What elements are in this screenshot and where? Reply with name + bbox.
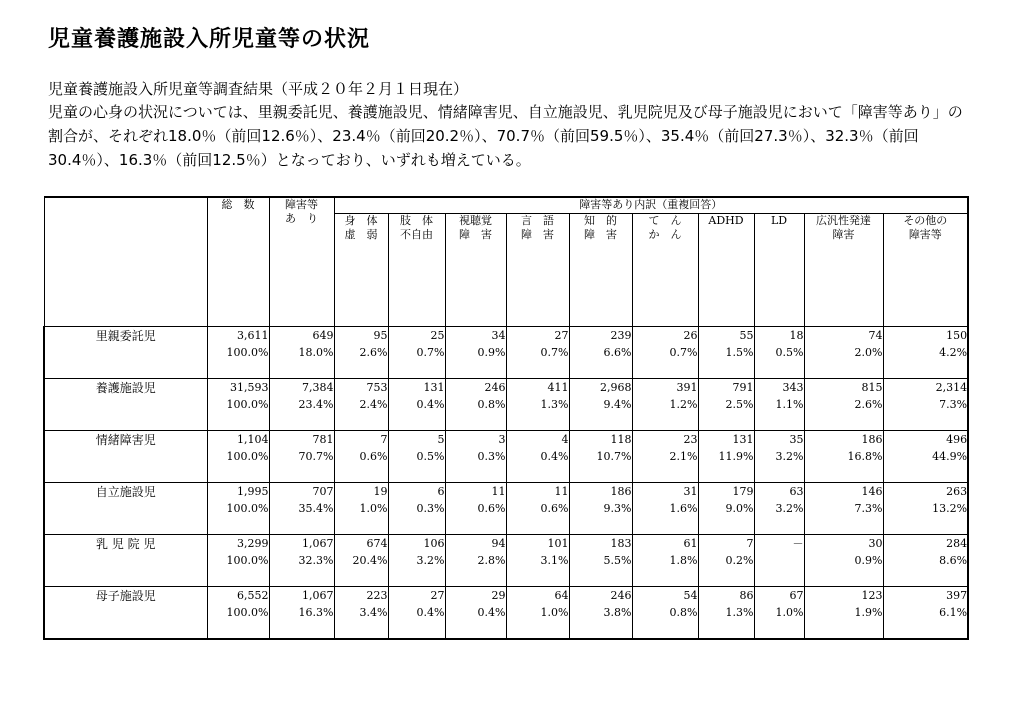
cell-percent: 0.9%	[854, 554, 883, 568]
cell-percent: 0.6%	[477, 501, 506, 515]
header-total: 総 数	[207, 197, 269, 326]
data-cell	[445, 482, 506, 534]
sub-header-8: 広汎性発達 障害	[804, 213, 883, 326]
data-cell	[754, 587, 804, 639]
cell-count: 55	[739, 328, 754, 342]
cell-percent: 1.9%	[854, 606, 883, 620]
data-cell	[569, 430, 632, 482]
data-cell	[804, 482, 883, 534]
cell-count: 101	[547, 537, 569, 551]
data-cell	[334, 587, 388, 639]
total-percent: 100.0%	[226, 501, 269, 515]
cell-percent: 1.5%	[725, 345, 754, 359]
cell-count: 2,968	[600, 380, 632, 394]
data-cell	[506, 587, 569, 639]
cell-count: 674	[366, 537, 388, 551]
cell-percent: 2.6%	[359, 345, 388, 359]
cell-count: 19	[373, 484, 388, 498]
row-label: 情緒障害児	[44, 430, 207, 482]
cell-count: －	[792, 537, 804, 551]
cell-count: 86	[739, 589, 754, 603]
cell-count: 183	[610, 537, 632, 551]
data-cell	[388, 430, 445, 482]
data-cell	[632, 535, 698, 587]
total-percent: 100.0%	[226, 397, 269, 411]
data-cell	[269, 482, 334, 534]
cell-count: 118	[610, 432, 632, 446]
table-row	[44, 482, 968, 534]
data-cell	[698, 587, 754, 639]
total-cell	[207, 482, 269, 534]
data-cell	[632, 430, 698, 482]
total-cell	[207, 378, 269, 430]
data-cell	[445, 378, 506, 430]
cell-count: 27	[554, 328, 569, 342]
cell-count: 186	[861, 432, 883, 446]
data-cell	[445, 587, 506, 639]
cell-count: 781	[312, 432, 334, 446]
cell-percent: 0.8%	[669, 606, 698, 620]
cell-count: 31	[683, 484, 698, 498]
cell-percent: 0.3%	[416, 501, 445, 515]
cell-percent: 6.6%	[603, 345, 632, 359]
row-label: 養護施設児	[44, 378, 207, 430]
cell-percent: 0.6%	[540, 501, 569, 515]
cell-count: 496	[946, 432, 968, 446]
header-breakdown-group: 障害等あり内訳（重複回答）	[334, 197, 968, 213]
cell-percent	[755, 552, 804, 569]
data-cell	[804, 378, 883, 430]
data-cell	[804, 587, 883, 639]
data-cell	[334, 535, 388, 587]
cell-count: 11	[554, 484, 569, 498]
data-cell	[804, 326, 883, 378]
row-label: 里親委託児	[44, 326, 207, 378]
page-title: 児童養護施設入所児童等の状況	[48, 27, 371, 52]
cell-percent: 0.4%	[416, 397, 445, 411]
cell-percent: 3.2%	[775, 501, 804, 515]
data-cell	[804, 535, 883, 587]
data-cell	[569, 378, 632, 430]
cell-percent: 7.3%	[854, 501, 883, 515]
data-cell	[632, 482, 698, 534]
cell-percent: 0.7%	[669, 345, 698, 359]
sub-header-7: LD	[754, 213, 804, 326]
cell-percent: 1.3%	[540, 397, 569, 411]
cell-percent: 11.9%	[718, 449, 754, 463]
cell-percent: 1.0%	[775, 606, 804, 620]
cell-count: 1,067	[302, 537, 334, 551]
cell-percent: 5.5%	[603, 554, 632, 568]
cell-percent: 7.3%	[939, 397, 968, 411]
cell-count: 67	[789, 589, 804, 603]
cell-percent: 3.4%	[359, 606, 388, 620]
cell-percent: 1.8%	[669, 554, 698, 568]
cell-count: 246	[484, 380, 506, 394]
cell-count: 791	[732, 380, 754, 394]
cell-percent: 0.7%	[540, 345, 569, 359]
data-cell	[445, 326, 506, 378]
cell-percent: 3.2%	[416, 554, 445, 568]
cell-count: 95	[373, 328, 388, 342]
total-count: 1,104	[237, 432, 269, 446]
cell-count: 27	[430, 589, 445, 603]
data-cell	[388, 587, 445, 639]
cell-percent: 0.5%	[416, 449, 445, 463]
sub-header-4: 知 的 障 害	[569, 213, 632, 326]
data-cell	[388, 326, 445, 378]
table-row	[44, 587, 968, 639]
data-cell	[506, 378, 569, 430]
cell-percent: 1.3%	[725, 606, 754, 620]
cell-percent: 0.8%	[477, 397, 506, 411]
data-cell	[269, 535, 334, 587]
data-cell	[569, 535, 632, 587]
cell-percent: 0.2%	[725, 554, 754, 568]
sub-header-2: 視聴覚 障 害	[445, 213, 506, 326]
data-cell	[698, 482, 754, 534]
total-count: 1,995	[237, 484, 269, 498]
sub-header-0: 身 体 虚 弱	[334, 213, 388, 326]
data-cell	[388, 378, 445, 430]
cell-count: 707	[312, 484, 334, 498]
cell-percent: 6.1%	[939, 606, 968, 620]
data-cell	[632, 326, 698, 378]
cell-count: 343	[782, 380, 804, 394]
data-cell	[334, 326, 388, 378]
data-cell	[754, 482, 804, 534]
cell-count: 6	[437, 484, 445, 498]
data-cell	[388, 535, 445, 587]
data-cell	[269, 430, 334, 482]
total-cell	[207, 326, 269, 378]
data-cell	[883, 378, 968, 430]
total-cell	[207, 535, 269, 587]
table-row	[44, 326, 968, 378]
data-cell	[334, 482, 388, 534]
data-cell	[754, 430, 804, 482]
total-cell	[207, 587, 269, 639]
cell-count: 61	[683, 537, 698, 551]
table-row	[44, 378, 968, 430]
cell-count: 753	[366, 380, 388, 394]
data-cell	[569, 326, 632, 378]
cell-count: 5	[437, 432, 445, 446]
cell-count: 7,384	[302, 380, 334, 394]
cell-count: 34	[491, 328, 506, 342]
data-cell	[506, 326, 569, 378]
cell-count: 30	[868, 537, 883, 551]
cell-count: 25	[430, 328, 445, 342]
cell-count: 11	[491, 484, 506, 498]
cell-count: 3	[498, 432, 506, 446]
cell-count: 74	[868, 328, 883, 342]
total-count: 6,552	[237, 589, 269, 603]
cell-count: 649	[312, 328, 334, 342]
cell-percent: 18.0%	[298, 345, 334, 359]
data-cell	[883, 326, 968, 378]
table-row	[44, 535, 968, 587]
cell-percent: 2.8%	[477, 554, 506, 568]
cell-percent: 0.5%	[775, 345, 804, 359]
row-label-header	[44, 197, 207, 326]
data-cell	[804, 430, 883, 482]
sub-header-6: ADHD	[698, 213, 754, 326]
cell-percent: 0.6%	[359, 449, 388, 463]
cell-percent: 3.2%	[775, 449, 804, 463]
cell-count: 131	[423, 380, 445, 394]
data-cell	[569, 482, 632, 534]
cell-percent: 35.4%	[298, 501, 334, 515]
cell-percent: 9.0%	[725, 501, 754, 515]
cell-percent: 9.3%	[603, 501, 632, 515]
total-percent: 100.0%	[226, 606, 269, 620]
data-cell	[883, 587, 968, 639]
status-table	[43, 196, 969, 640]
data-cell	[506, 430, 569, 482]
cell-percent: 2.6%	[854, 397, 883, 411]
cell-percent: 70.7%	[298, 449, 334, 463]
cell-percent: 1.6%	[669, 501, 698, 515]
data-cell	[754, 535, 804, 587]
row-label: 自立施設児	[44, 482, 207, 534]
cell-count: 7	[380, 432, 388, 446]
cell-count: 35	[789, 432, 804, 446]
total-cell	[207, 430, 269, 482]
survey-subtitle: 児童養護施設入所児童等調査結果（平成２０年２月１日現在）	[48, 80, 469, 98]
cell-percent: 3.1%	[540, 554, 569, 568]
cell-count: 131	[732, 432, 754, 446]
cell-count: 223	[366, 589, 388, 603]
cell-count: 2,314	[935, 380, 968, 394]
sub-header-1: 肢 体 不自由	[388, 213, 445, 326]
data-cell	[388, 482, 445, 534]
cell-percent: 44.9%	[932, 449, 968, 463]
cell-count: 263	[946, 484, 968, 498]
cell-count: 246	[610, 589, 632, 603]
cell-count: 1,067	[302, 589, 334, 603]
data-cell	[883, 482, 968, 534]
cell-percent: 9.4%	[603, 397, 632, 411]
cell-count: 54	[683, 589, 698, 603]
total-count: 3,611	[237, 328, 269, 342]
data-cell	[632, 587, 698, 639]
cell-percent: 16.8%	[847, 449, 883, 463]
data-cell	[445, 430, 506, 482]
total-count: 3,299	[237, 537, 269, 551]
cell-percent: 1.0%	[540, 606, 569, 620]
cell-count: 397	[946, 589, 968, 603]
total-count: 31,593	[230, 380, 269, 394]
cell-count: 18	[789, 328, 804, 342]
cell-percent: 3.8%	[603, 606, 632, 620]
cell-percent: 0.3%	[477, 449, 506, 463]
cell-count: 146	[861, 484, 883, 498]
data-cell	[269, 587, 334, 639]
cell-count: 123	[861, 589, 883, 603]
row-label: 乳 児 院 児	[44, 535, 207, 587]
cell-count: 7	[746, 537, 754, 551]
data-cell	[754, 326, 804, 378]
data-cell	[506, 482, 569, 534]
cell-count: 179	[732, 484, 754, 498]
cell-percent: 16.3%	[298, 606, 334, 620]
total-percent: 100.0%	[226, 449, 269, 463]
cell-percent: 2.5%	[725, 397, 754, 411]
sub-header-3: 言 語 障 害	[506, 213, 569, 326]
data-cell	[698, 430, 754, 482]
data-cell	[269, 378, 334, 430]
cell-count: 26	[683, 328, 698, 342]
cell-percent: 2.0%	[854, 345, 883, 359]
cell-percent: 8.6%	[939, 554, 968, 568]
data-cell	[883, 430, 968, 482]
data-cell	[269, 326, 334, 378]
cell-count: 29	[491, 589, 506, 603]
cell-percent: 0.7%	[416, 345, 445, 359]
cell-percent: 2.4%	[359, 397, 388, 411]
data-cell	[698, 535, 754, 587]
cell-count: 63	[789, 484, 804, 498]
cell-percent: 1.1%	[775, 397, 804, 411]
cell-percent: 0.4%	[540, 449, 569, 463]
cell-percent: 1.0%	[359, 501, 388, 515]
table-row	[44, 430, 968, 482]
cell-count: 150	[946, 328, 968, 342]
cell-percent: 1.2%	[669, 397, 698, 411]
data-cell	[506, 535, 569, 587]
cell-count: 4	[561, 432, 569, 446]
cell-percent: 0.9%	[477, 345, 506, 359]
data-cell	[883, 535, 968, 587]
cell-percent: 32.3%	[298, 554, 334, 568]
total-percent: 100.0%	[226, 345, 269, 359]
row-label: 母子施設児	[44, 587, 207, 639]
cell-percent: 4.2%	[939, 345, 968, 359]
cell-percent: 10.7%	[596, 449, 632, 463]
sub-header-9: その他の 障害等	[883, 213, 968, 326]
data-cell	[569, 587, 632, 639]
cell-percent: 2.1%	[669, 449, 698, 463]
sub-header-5: て ん か ん	[632, 213, 698, 326]
cell-count: 64	[554, 589, 569, 603]
cell-count: 284	[946, 537, 968, 551]
cell-count: 391	[676, 380, 698, 394]
data-cell	[445, 535, 506, 587]
cell-count: 106	[423, 537, 445, 551]
cell-count: 23	[683, 432, 698, 446]
data-cell	[698, 326, 754, 378]
data-cell	[632, 378, 698, 430]
total-percent: 100.0%	[226, 554, 269, 568]
summary-paragraph: 児童の心身の状況については、里親委託児、養護施設児、情緒障害児、自立施設児、乳児院児及び母子施設児において「障害等あり」の割合が、それぞれ18.0％（前回12.6％）、23.4％（前回20.2％）、70.7％（前回59.5％）、35.4％（前回27.3％）、32.3％（前回30.4％）、16.3％（前回12.5％）となっており、いずれも増えている。	[48, 103, 963, 169]
cell-percent: 0.4%	[477, 606, 506, 620]
cell-count: 239	[610, 328, 632, 342]
cell-percent: 20.4%	[352, 554, 388, 568]
data-cell	[698, 378, 754, 430]
cell-percent: 0.4%	[416, 606, 445, 620]
cell-percent: 13.2%	[932, 501, 968, 515]
cell-count: 815	[861, 380, 883, 394]
cell-count: 94	[491, 537, 506, 551]
header-disability: 障害等 あ り	[269, 197, 334, 326]
cell-count: 411	[547, 380, 569, 394]
cell-count: 186	[610, 484, 632, 498]
data-cell	[334, 430, 388, 482]
data-cell	[334, 378, 388, 430]
cell-percent: 23.4%	[298, 397, 334, 411]
data-cell	[754, 378, 804, 430]
